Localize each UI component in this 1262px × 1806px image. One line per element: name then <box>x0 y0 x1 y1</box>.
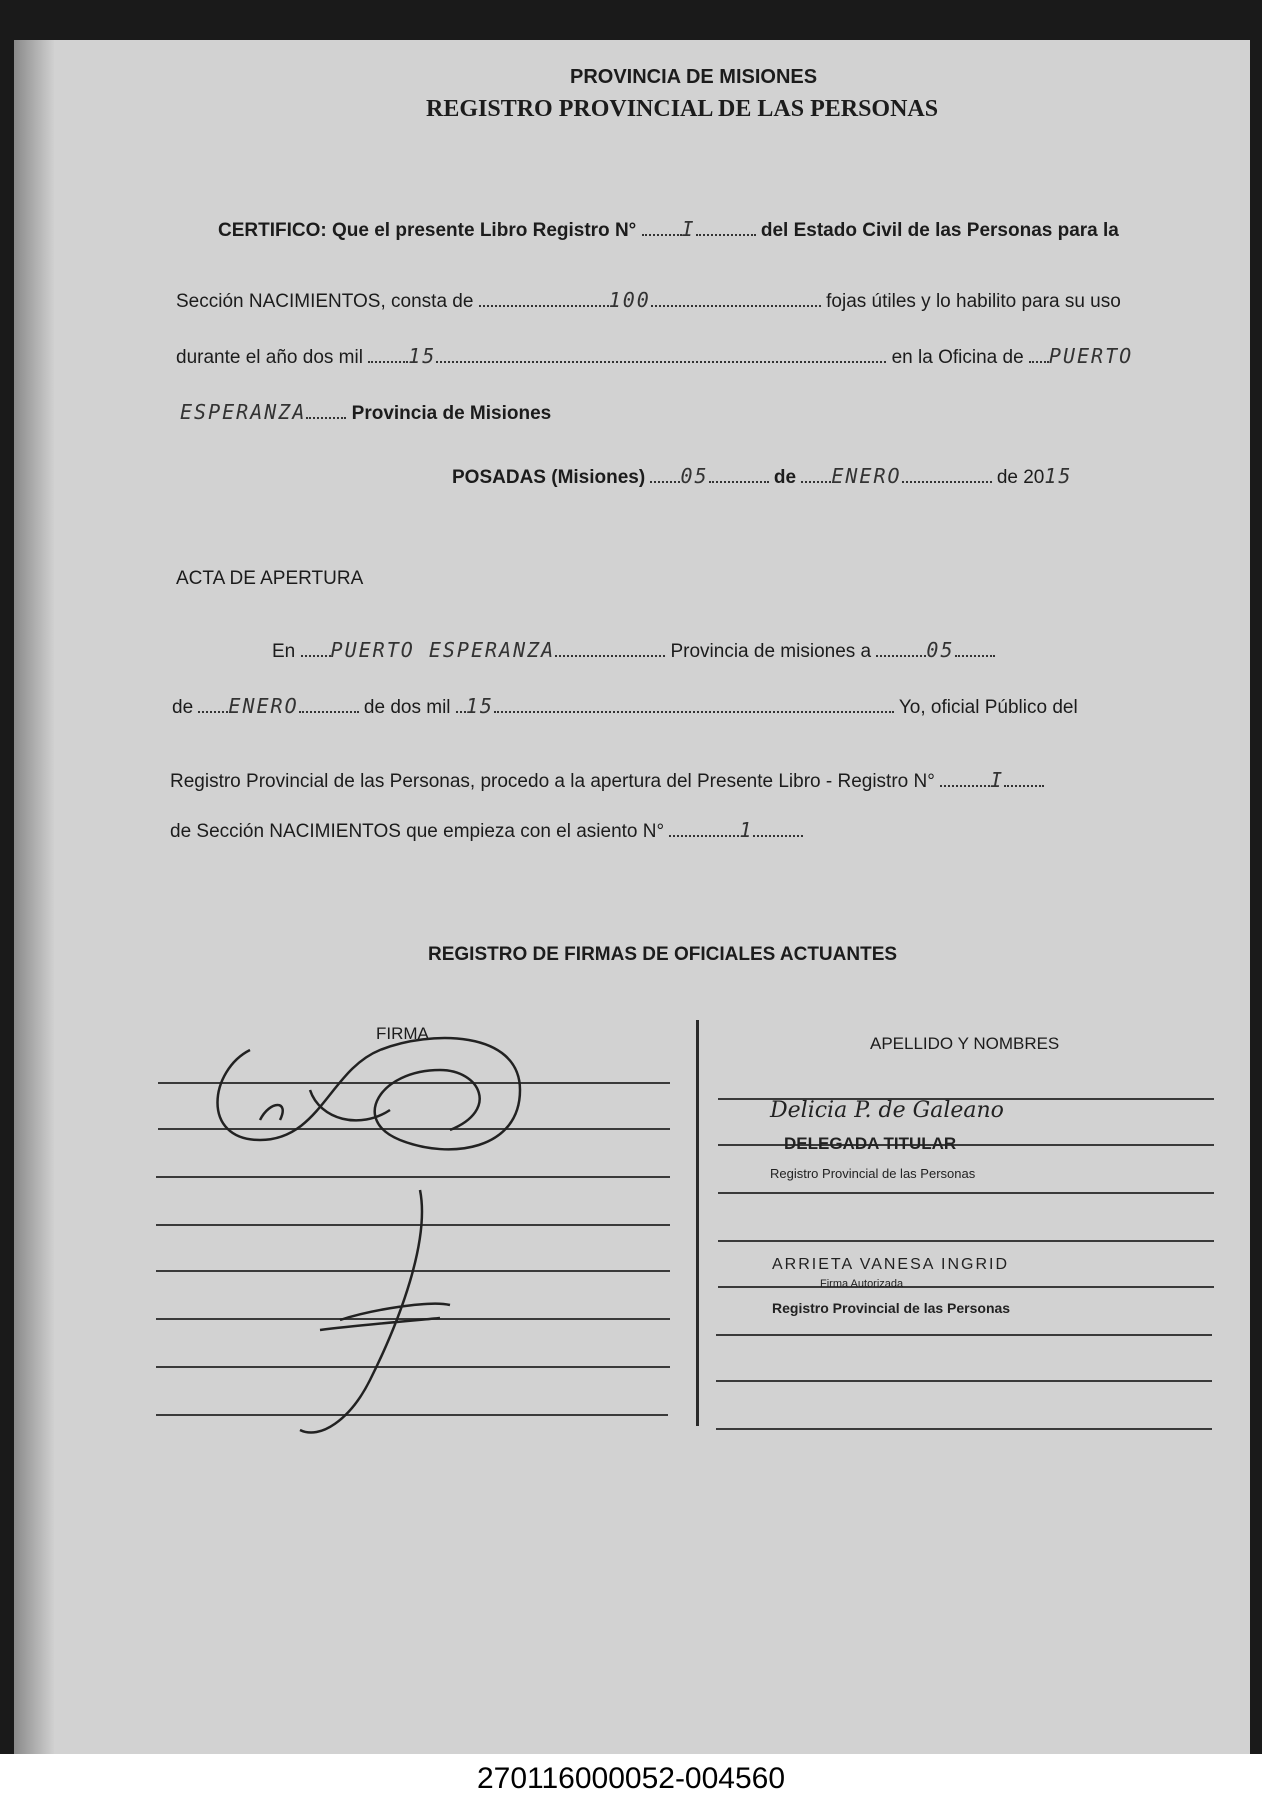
name-line <box>718 1192 1214 1194</box>
pages-value: 100 <box>608 288 651 312</box>
document-id: 270116000052-004560 <box>476 1762 786 1795</box>
signature-column-header: FIRMA <box>376 1024 429 1043</box>
opening-line-2 <box>172 694 1078 719</box>
office-value-1: PUERTO <box>1048 344 1134 368</box>
opening-prov-label: Provincia de misiones a <box>670 641 872 662</box>
place-label: POSADAS (Misiones) <box>452 467 646 488</box>
stamp2-org: Registro Provincial de las Personas <box>772 1300 1011 1316</box>
sheet-shadow-edge <box>14 40 54 1754</box>
cert-year-label: de 20 <box>996 467 1045 488</box>
handwritten-signature-2 <box>280 1180 480 1440</box>
cert-de-label: de <box>773 467 797 488</box>
cert-month-value: ENERO <box>831 464 902 488</box>
opening-text-3: Registro Provincial de las Personas, procedo a la apertura del Presente Libro - Registro N° <box>170 771 935 792</box>
certificate-date-line <box>452 464 1072 489</box>
opening-dosmil-label: de dos mil <box>363 697 451 718</box>
opening-text-4: de Sección NACIMIENTOS que empieza con el asiento N° <box>170 821 665 842</box>
cert-text-3a: durante el año dos mil <box>176 347 363 368</box>
certificate-line-2 <box>176 288 1121 313</box>
name-line <box>718 1240 1214 1242</box>
registry-title: REGISTRO PROVINCIAL DE LAS PERSONAS <box>426 96 939 122</box>
book-number-value: I <box>681 217 696 241</box>
name-line <box>716 1428 1212 1430</box>
signatures-title: REGISTRO DE FIRMAS DE OFICIALES ACTUANTES <box>428 944 898 965</box>
opening-year-value: 15 <box>465 694 494 718</box>
opening-line-1 <box>272 638 995 663</box>
cert-text-1b: del Estado Civil de las Personas para la <box>760 220 1119 241</box>
signature-line <box>156 1176 670 1178</box>
opening-location-value: PUERTO ESPERANZA <box>330 638 556 662</box>
opening-yo-label: Yo, oficial Público del <box>898 697 1078 718</box>
cert-text-3b: en la Oficina de <box>891 347 1024 368</box>
handwritten-signature-1 <box>200 1010 540 1170</box>
opening-entry-number: 1 <box>739 818 754 842</box>
opening-title: ACTA DE APERTURA <box>176 568 364 589</box>
certificate-line-4 <box>180 400 551 425</box>
certificate-line-3 <box>176 344 1133 369</box>
cert-text-1a: CERTIFICO: Que el presente Libro Registro N° <box>218 220 637 241</box>
cert-text-2b: fojas útiles y lo habilito para su uso <box>826 291 1121 312</box>
name-line <box>718 1286 1214 1288</box>
opening-en-label: En <box>272 641 296 662</box>
cert-text-4b: Provincia de Misiones <box>351 403 552 424</box>
certificate-line-1 <box>218 217 1119 242</box>
opening-line-3 <box>170 768 1044 793</box>
cert-day-value: 05 <box>680 464 709 488</box>
office-value-2: ESPERANZA <box>180 400 307 424</box>
stamp1-name: Delicia P. de Galeano <box>770 1098 1004 1123</box>
cert-year-suffix: 15 <box>1044 464 1073 488</box>
stamp1-role: DELEGADA TITULAR <box>784 1134 957 1153</box>
opening-line-4 <box>170 818 803 843</box>
province-title: PROVINCIA DE MISIONES <box>570 66 818 88</box>
cert-text-2a: Sección NACIMIENTOS, consta de <box>176 291 474 312</box>
column-divider <box>696 1020 699 1426</box>
year-value: 15 <box>408 344 437 368</box>
names-column-header: APELLIDO Y NOMBRES <box>870 1034 1060 1053</box>
name-line <box>716 1334 1212 1336</box>
opening-de-label: de <box>172 697 194 718</box>
stamp2-role: Firma Autorizada <box>820 1278 904 1290</box>
stamp1-org: Registro Provincial de las Personas <box>770 1166 976 1181</box>
opening-day-value: 05 <box>926 638 955 662</box>
opening-month-value: ENERO <box>228 694 299 718</box>
name-line <box>716 1380 1212 1382</box>
stamp2-name: ARRIETA VANESA INGRID <box>772 1256 1010 1273</box>
opening-book-number: I <box>990 768 1005 792</box>
